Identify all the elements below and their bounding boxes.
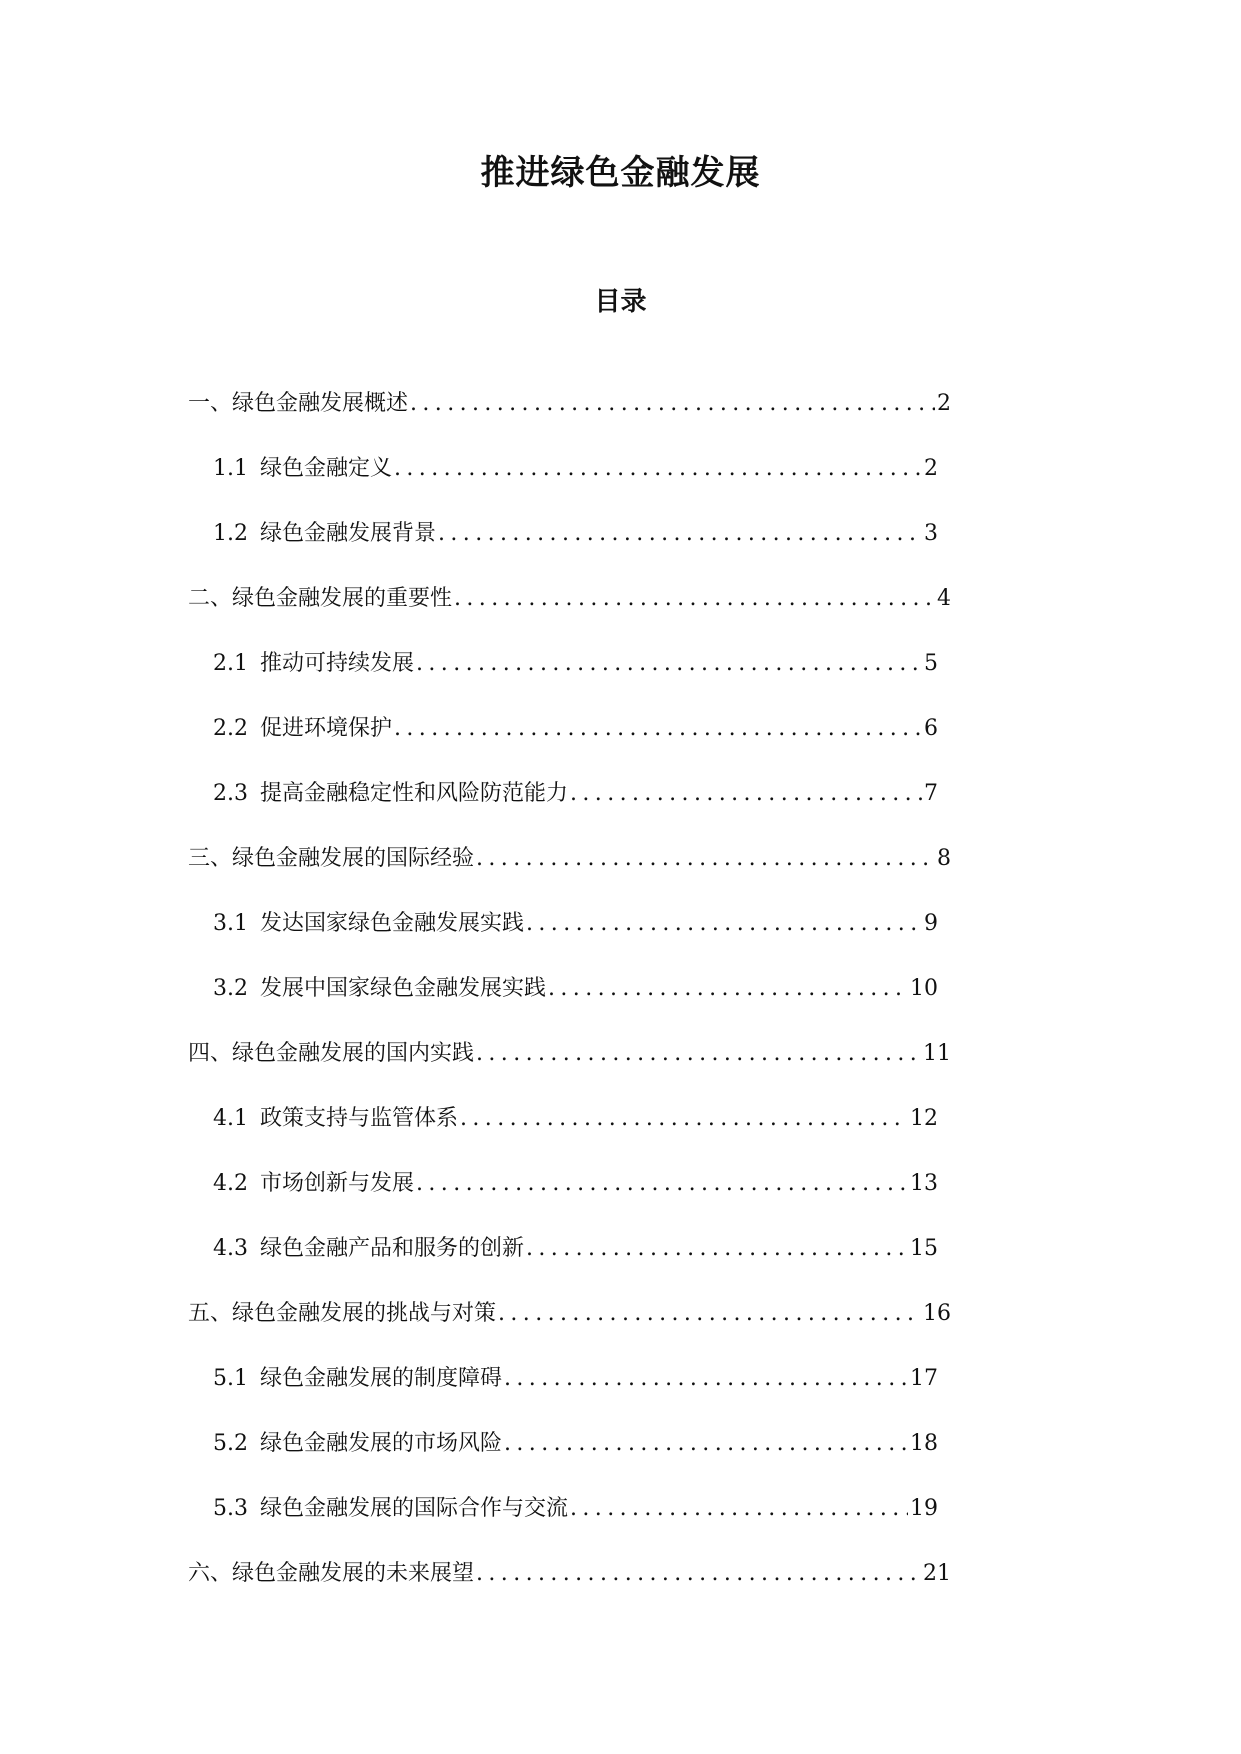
table-of-contents <box>0 384 1241 1619</box>
toc-dot-leader <box>438 514 922 554</box>
toc-entry-text: 市场创新与发展 <box>260 1171 415 1196</box>
toc-chapter-entry[interactable] <box>0 579 1241 644</box>
toc-dot-leader <box>454 579 935 619</box>
toc-page-number: 18 <box>910 1431 938 1456</box>
toc-dot-leader <box>570 774 922 814</box>
toc-section-entry[interactable] <box>0 774 1241 839</box>
toc-entry-number: 3.2 <box>213 976 248 1001</box>
toc-dot-leader <box>526 904 922 944</box>
toc-section-entry[interactable] <box>0 969 1241 1034</box>
toc-entry-text: 发展中国家绿色金融发展实践 <box>260 976 547 1001</box>
toc-dot-leader <box>504 1359 908 1399</box>
toc-entry-line <box>213 449 938 489</box>
toc-entry-text: 绿色金融发展背景 <box>260 521 437 546</box>
toc-entry-text: 促进环境保护 <box>260 716 393 741</box>
toc-section-entry[interactable] <box>0 1164 1241 1229</box>
toc-page-number: 16 <box>923 1301 951 1326</box>
toc-entry-text: 四、绿色金融发展的国内实践 <box>188 1041 475 1066</box>
toc-entry-text: 推动可持续发展 <box>260 651 415 676</box>
toc-dot-leader <box>410 384 935 424</box>
toc-entry-line <box>213 1229 938 1269</box>
toc-section-entry[interactable] <box>0 1359 1241 1424</box>
toc-entry-number: 2.2 <box>213 716 248 741</box>
toc-entry-number: 1.2 <box>213 521 248 546</box>
toc-entry-number: 2.3 <box>213 781 248 806</box>
toc-page-number: 2 <box>937 391 951 416</box>
toc-entry-text: 绿色金融发展的市场风险 <box>260 1431 503 1456</box>
toc-entry-line <box>188 1294 951 1334</box>
toc-entry-text: 三、绿色金融发展的国际经验 <box>188 846 475 871</box>
toc-page-number: 12 <box>910 1106 938 1131</box>
toc-page-number: 9 <box>924 911 938 936</box>
toc-chapter-entry[interactable] <box>0 1034 1241 1099</box>
toc-page-number: 5 <box>924 651 938 676</box>
toc-entry-number: 5.1 <box>213 1366 248 1391</box>
toc-dot-leader <box>570 1489 908 1529</box>
toc-section-entry[interactable] <box>0 709 1241 774</box>
toc-section-entry[interactable] <box>0 1424 1241 1489</box>
toc-dot-leader <box>460 1099 908 1139</box>
toc-page-number: 2 <box>924 456 938 481</box>
toc-section-entry[interactable] <box>0 644 1241 709</box>
toc-dot-leader <box>476 1554 921 1594</box>
toc-section-entry[interactable] <box>0 449 1241 514</box>
toc-entry-text: 绿色金融定义 <box>260 456 393 481</box>
toc-section-entry[interactable] <box>0 514 1241 579</box>
toc-dot-leader <box>416 1164 908 1204</box>
toc-dot-leader <box>416 644 922 684</box>
toc-entry-number: 5.2 <box>213 1431 248 1456</box>
toc-entry-text: 五、绿色金融发展的挑战与对策 <box>188 1301 497 1326</box>
toc-entry-line <box>213 1164 938 1204</box>
document-title: 推进绿色金融发展 <box>480 153 761 193</box>
toc-page-number: 8 <box>937 846 951 871</box>
toc-entry-line <box>213 774 938 814</box>
toc-entry-text: 绿色金融产品和服务的创新 <box>260 1236 525 1261</box>
toc-page-number: 21 <box>923 1561 951 1586</box>
toc-entry-number: 4.2 <box>213 1171 248 1196</box>
toc-dot-leader <box>476 1034 921 1074</box>
toc-entry-number: 1.1 <box>213 456 248 481</box>
toc-entry-line <box>213 904 938 944</box>
toc-entry-number: 3.1 <box>213 911 248 936</box>
toc-dot-leader <box>504 1424 908 1464</box>
toc-entry-text: 绿色金融发展的制度障碍 <box>260 1366 503 1391</box>
toc-entry-number: 5.3 <box>213 1496 248 1521</box>
toc-dot-leader <box>498 1294 921 1334</box>
toc-entry-text: 发达国家绿色金融发展实践 <box>260 911 525 936</box>
toc-entry-number: 2.1 <box>213 651 248 676</box>
toc-dot-leader <box>526 1229 908 1269</box>
toc-page-number: 15 <box>910 1236 938 1261</box>
toc-section-entry[interactable] <box>0 1489 1241 1554</box>
toc-entry-line <box>213 1424 938 1464</box>
toc-chapter-entry[interactable] <box>0 839 1241 904</box>
toc-section-entry[interactable] <box>0 1099 1241 1164</box>
toc-page-number: 17 <box>910 1366 938 1391</box>
toc-entry-text: 二、绿色金融发展的重要性 <box>188 586 453 611</box>
toc-entry-text: 政策支持与监管体系 <box>260 1106 459 1131</box>
toc-entry-text: 绿色金融发展的国际合作与交流 <box>260 1496 569 1521</box>
toc-page-number: 11 <box>923 1041 951 1066</box>
toc-page-number: 7 <box>924 781 938 806</box>
toc-chapter-entry[interactable] <box>0 1554 1241 1619</box>
toc-page-number: 6 <box>924 716 938 741</box>
toc-entry-line <box>213 709 938 749</box>
toc-entry-line <box>188 579 951 619</box>
toc-entry-text: 提高金融稳定性和风险防范能力 <box>260 781 569 806</box>
toc-entry-text: 六、绿色金融发展的未来展望 <box>188 1561 475 1586</box>
toc-dot-leader <box>476 839 935 879</box>
toc-section-entry[interactable] <box>0 1229 1241 1294</box>
toc-page-number: 10 <box>910 976 938 1001</box>
toc-entry-line <box>213 514 938 554</box>
toc-page-number: 4 <box>937 586 951 611</box>
toc-entry-line <box>188 1034 951 1074</box>
toc-entry-line <box>213 969 938 1009</box>
toc-entry-number: 4.3 <box>213 1236 248 1261</box>
toc-entry-text: 一、绿色金融发展概述 <box>188 391 409 416</box>
toc-page-number: 13 <box>910 1171 938 1196</box>
toc-entry-line <box>188 1554 951 1594</box>
toc-chapter-entry[interactable] <box>0 384 1241 449</box>
toc-entry-line <box>213 644 938 684</box>
toc-dot-leader <box>548 969 908 1009</box>
toc-entry-line <box>213 1489 938 1529</box>
toc-page-number: 19 <box>910 1496 938 1521</box>
toc-chapter-entry[interactable] <box>0 1294 1241 1359</box>
toc-page-number: 3 <box>924 521 938 546</box>
toc-entry-line <box>188 839 951 879</box>
toc-entry-line <box>213 1099 938 1139</box>
toc-entry-line <box>213 1359 938 1399</box>
toc-section-entry[interactable] <box>0 904 1241 969</box>
toc-dot-leader <box>394 709 922 749</box>
toc-heading: 目录 <box>594 287 647 317</box>
toc-entry-number: 4.1 <box>213 1106 248 1131</box>
toc-dot-leader <box>394 449 922 489</box>
toc-entry-line <box>188 384 951 424</box>
